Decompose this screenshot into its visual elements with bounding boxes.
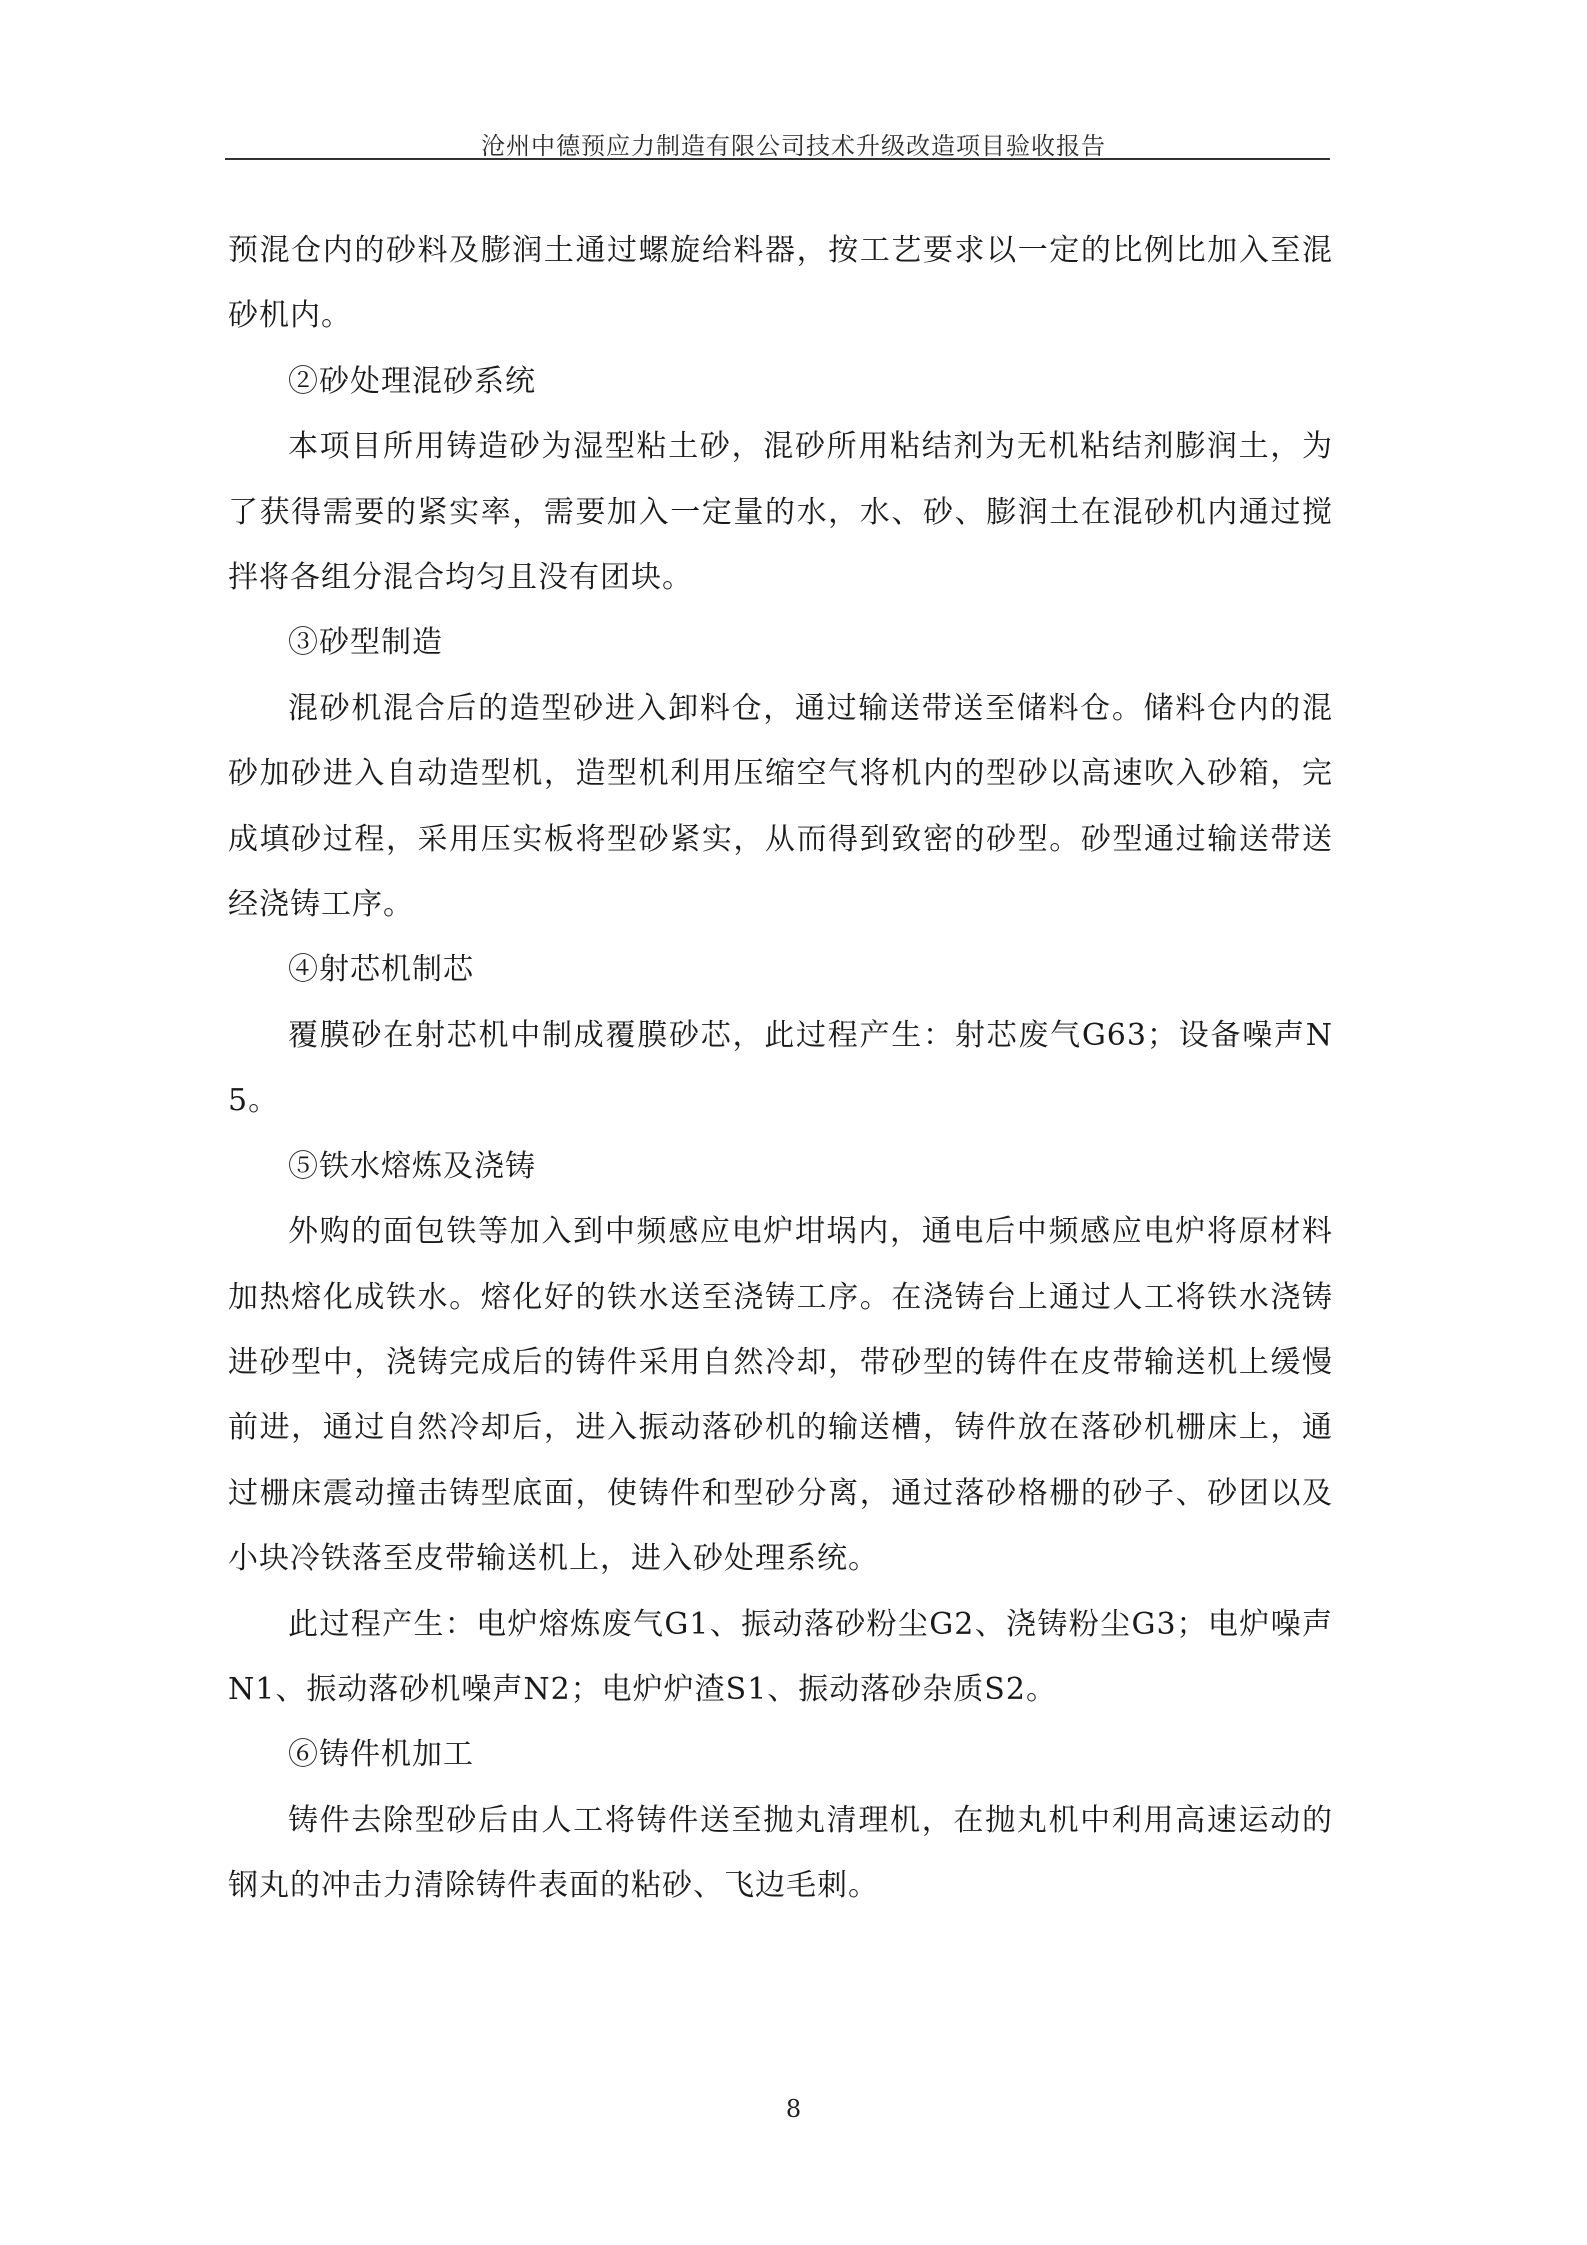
header-rule xyxy=(225,158,1330,160)
section-heading: ②砂处理混砂系统 xyxy=(288,363,536,399)
paragraph: 覆膜砂在射芯机中制成覆膜砂芯，此过程产生：射芯废气G63；设备噪声N5。 xyxy=(228,1017,1333,1119)
paragraph: 铸件去除型砂后由人工将铸件送至抛丸清理机，在抛丸机中利用高速运动的钢丸的冲击力清除铸件表面的粘砂、飞边毛刺。 xyxy=(228,1802,1333,1904)
page-number: 8 xyxy=(785,2095,802,2123)
paragraph: 混砂机混合后的造型砂进入卸料仓，通过输送带送至储料仓。储料仓内的混砂加砂进入自动造型机，造型机利用压缩空气将机内的型砂以高速吹入砂箱，完成填砂过程，采用压实板将型砂紧实，从而得到致密的砂型。砂型通过输送带送经浇铸工序。 xyxy=(228,690,1333,923)
paragraph: 预混仓内的砂料及膨润土通过螺旋给料器，按工艺要求以一定的比例比加入至混砂机内。 xyxy=(228,233,1333,334)
section-heading: ③砂型制造 xyxy=(288,625,443,661)
section-heading: ⑥铸件机加工 xyxy=(288,1737,474,1773)
section-heading: ⑤铁水熔炼及浇铸 xyxy=(288,1148,536,1184)
paragraph: 本项目所用铸造砂为湿型粘土砂，混砂所用粘结剂为无机粘结剂膨润土，为了获得需要的紧实率，需要加入一定量的水，水、砂、膨润土在混砂机内通过搅拌将各组分混合均匀且没有团块。 xyxy=(228,429,1333,596)
body-text xyxy=(228,218,1333,1919)
section-heading: ④射芯机制芯 xyxy=(288,952,474,988)
running-header: 沧州中德预应力制造有限公司技术升级改造项目验收报告 xyxy=(481,132,1106,160)
paragraph: 此过程产生：电炉熔炼废气G1、振动落砂粉尘G2、浇铸粉尘G3；电炉噪声N1、振动落砂机噪声N2；电炉炉渣S1、振动落砂杂质S2。 xyxy=(228,1606,1333,1707)
paragraph: 外购的面包铁等加入到中频感应电炉坩埚内，通电后中频感应电炉将原材料加热熔化成铁水。熔化好的铁水送至浇铸工序。在浇铸台上通过人工将铁水浇铸进砂型中，浇铸完成后的铸件采用自然冷却，带砂型的铸件在皮带输送机上缓慢前进，通过自然冷却后，进入振动落砂机的输送槽，铸件放在落砂机栅床上，通过栅床震动撞击铸型底面，使铸件和型砂分离，通过落砂格栅的砂子、砂团以及小块冷铁落至皮带输送机上，进入砂处理系统。 xyxy=(228,1214,1333,1577)
